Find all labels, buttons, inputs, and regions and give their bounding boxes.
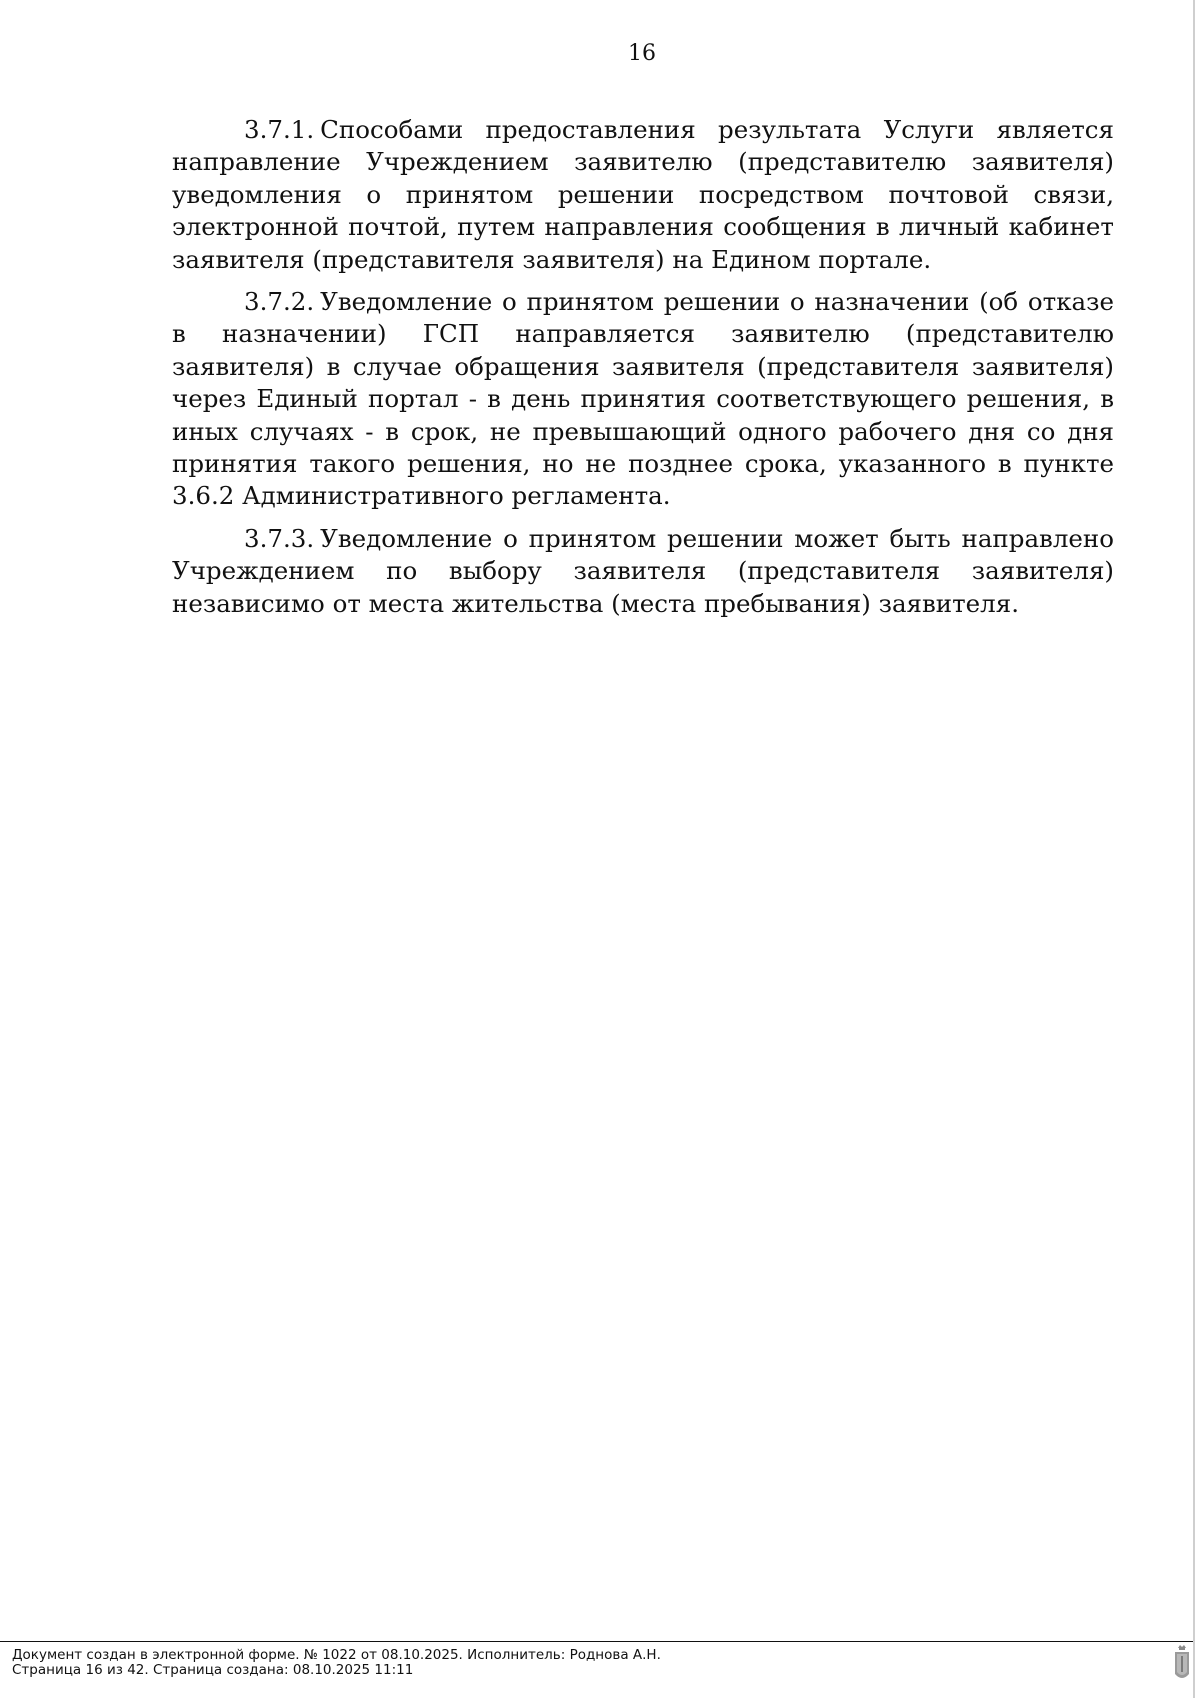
paragraph-number: 3.7.2. [244, 287, 315, 317]
footer-page-info: Страница 16 из 42. Страница создана: 08.10.2025 11:11 [12, 1662, 414, 1678]
footer-document-info: Документ создан в электронной форме. № 1022 от 08.10.2025. Исполнитель: Роднова А.Н. [12, 1647, 661, 1663]
document-footer [12, 1648, 661, 1678]
page-number: 16 [628, 41, 656, 66]
page-edge [1193, 0, 1195, 1698]
paragraph-3-7-3 [172, 523, 1114, 620]
footer-divider [0, 1641, 1193, 1642]
paragraph-number: 3.7.3. [244, 523, 315, 553]
paragraph-number: 3.7.1. [244, 115, 315, 144]
paragraph-text: Уведомление о принятом решении может быть направлено Учреждением по выбору заявителя (представителя заявителя) независимо от места жительства (места пребывания) заявителя. [172, 523, 1114, 618]
paragraph-3-7-1 [172, 114, 1114, 276]
paragraph-3-7-2 [172, 286, 1114, 513]
paragraph-text: Уведомление о принятом решении о назначении (об отказе в назначении) ГСП направляется заявителю (представителю заявителя) в случае обращения заявителя (представителя заявителя) через Единый портал - в день принятия соответствующего решения, в иных случаях - в срок, не превышающий одного рабочего дня со дня принятия такого решения, но не позднее срока, указанного в пункте 3.6.2 Административного регламента. [172, 287, 1114, 511]
coat-of-arms-icon [1172, 1644, 1192, 1684]
document-body [172, 114, 1114, 630]
paragraph-text: Способами предоставления результата Услуги является направление Учреждением заявителю (представителю заявителя) уведомления о принятом решении посредством почтовой связи, электронной почтой, путем направления сообщения в личный кабинет заявителя (представителя заявителя) на Едином портале. [172, 115, 1114, 274]
